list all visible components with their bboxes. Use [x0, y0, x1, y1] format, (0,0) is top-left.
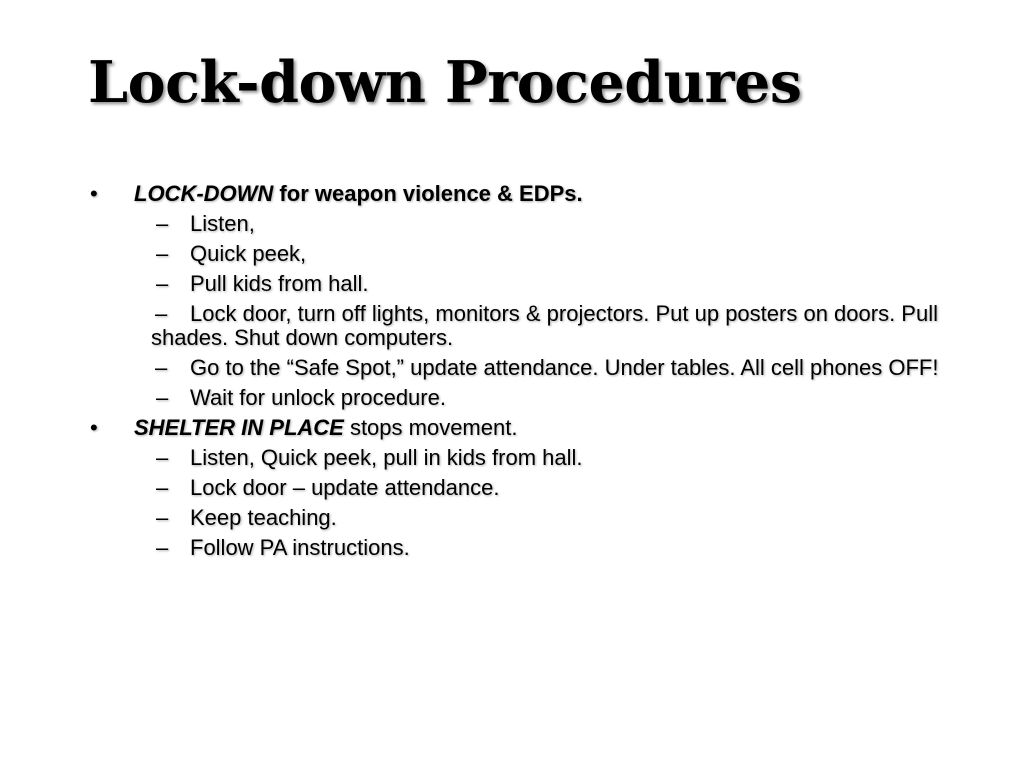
sub-item: [88, 383, 1018, 413]
slide-content: [88, 179, 1018, 563]
sub-item: [88, 239, 1018, 269]
dash-icon: –: [156, 211, 169, 236]
sub-item: [88, 503, 1018, 533]
bullet-icon: •: [90, 415, 98, 440]
dash-icon: –: [156, 475, 169, 500]
sub-item-text: Follow PA instructions.: [190, 535, 410, 560]
sub-item: [88, 443, 1018, 473]
sub-item: [88, 533, 1018, 563]
sub-item-text: Keep teaching.: [190, 505, 337, 530]
sub-item-text: Pull kids from hall.: [190, 271, 369, 296]
bullet-keyword: LOCK-DOWN: [134, 181, 274, 206]
bullet-icon: •: [90, 181, 98, 206]
bullet-keyword: SHELTER IN PLACE: [134, 415, 344, 440]
dash-icon: –: [156, 271, 169, 296]
sub-item-text: Quick peek,: [190, 241, 307, 266]
slide-title: Lock-down Procedures: [88, 49, 802, 116]
dash-icon: –: [156, 445, 169, 470]
sub-item-text: Listen, Quick peek, pull in kids from hall.: [190, 445, 583, 470]
sub-item-text: Wait for unlock procedure.: [190, 385, 446, 410]
sub-item-text: Lock door, turn off lights, monitors & projectors. Put up posters on doors. Pull shades. Shut down computers.: [151, 301, 938, 350]
bullet-shelter-in-place: [88, 413, 1018, 443]
sub-item: – Go to the “Safe Spot,” update attendance. Under tables. All cell phones OFF!: [155, 355, 939, 380]
bullet-text: for weapon violence & EDPs.: [273, 181, 583, 206]
dash-icon: –: [156, 505, 169, 530]
dash-icon: –: [156, 385, 169, 410]
sub-item-text: Go to the “Safe Spot,” update attendance. Under tables. All cell phones OFF!: [190, 355, 939, 380]
sub-item-text: Lock door – update attendance.: [190, 475, 500, 500]
bullet-text: stops movement.: [343, 415, 518, 440]
bullet-lock-down: [88, 179, 1018, 209]
sub-item-text: Listen,: [190, 211, 255, 236]
sub-item: [88, 473, 1018, 503]
dash-icon: –: [156, 535, 169, 560]
sub-item: [88, 209, 1018, 239]
sub-item: [88, 269, 1018, 299]
dash-icon: –: [156, 241, 169, 266]
sub-item: – Lock door, turn off lights, monitors & projectors. Put up posters on doors. Pull shades. Shut down computers.: [151, 301, 938, 350]
